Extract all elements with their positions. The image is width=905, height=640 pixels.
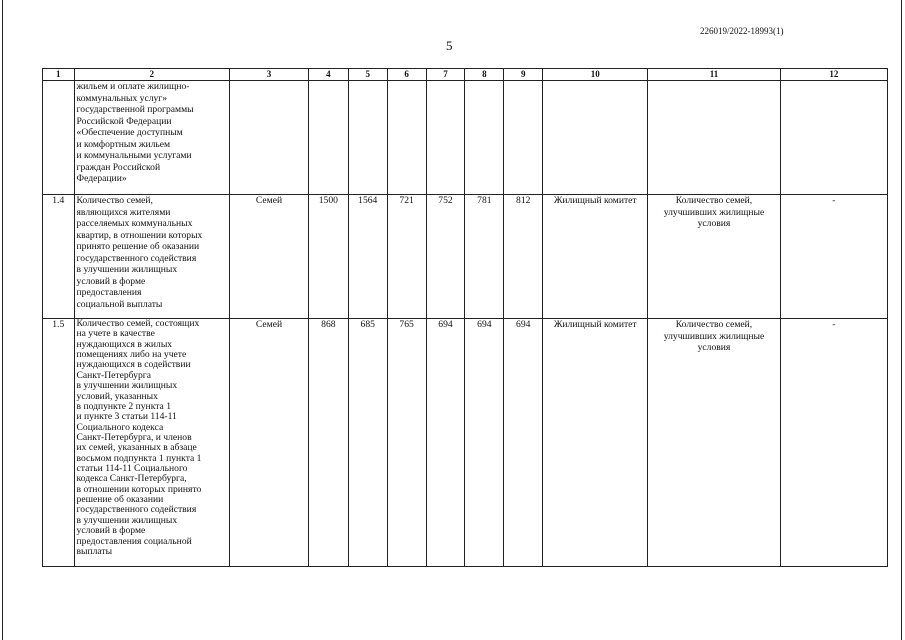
- page-number: 5: [446, 38, 453, 53]
- column-header: 4: [308, 69, 348, 81]
- value-cell: 694: [465, 319, 504, 567]
- value-cell: [308, 81, 348, 195]
- responsible-cell: Жилищный комитет: [543, 319, 648, 567]
- row-number: [43, 81, 75, 195]
- value-cell: 765: [387, 319, 426, 567]
- unit-cell: [230, 81, 309, 195]
- value-cell: [504, 81, 543, 195]
- value-cell: 1564: [348, 195, 387, 319]
- column-header: 8: [465, 69, 504, 81]
- row-number: 1.5: [43, 319, 75, 567]
- table-row: [43, 319, 888, 567]
- indicators-table: [42, 68, 888, 567]
- column-header: 9: [504, 69, 543, 81]
- note-cell: -: [780, 195, 887, 319]
- table-row: [43, 81, 888, 195]
- value-cell: 685: [348, 319, 387, 567]
- document-number: 226019/2022-18993(1): [700, 26, 784, 36]
- value-cell: 781: [465, 195, 504, 319]
- column-header: 3: [230, 69, 309, 81]
- page-frame-right: [901, 0, 902, 640]
- value-cell: 1500: [308, 195, 348, 319]
- responsible-cell: Жилищный комитет: [543, 195, 648, 319]
- column-header: 2: [74, 69, 230, 81]
- value-cell: [348, 81, 387, 195]
- result-cell: Количество семей, улучшивших жилищные условия: [648, 319, 780, 567]
- unit-cell: Семей: [230, 195, 309, 319]
- indicator-name: Количество семей, являющихся жителями расселяемых коммунальных квартир, в отношении которых принято решение об оказании государственного содействия в улучшении жилищных условий в форме предоставления социальной выплаты: [74, 195, 230, 319]
- value-cell: [465, 81, 504, 195]
- value-cell: [387, 81, 426, 195]
- value-cell: 694: [426, 319, 465, 567]
- note-cell: -: [780, 319, 887, 567]
- value-cell: 694: [504, 319, 543, 567]
- page-frame-left: [2, 0, 3, 640]
- indicator-name: Количество семей, состоящих на учете в качестве нуждающихся в жилых помещениях либо на учете нуждающихся в содействии Санкт-Петербурга в улучшении жилищных условий, указанных в подпункте 2 пункта 1 и пункте 3 статьи 114-11 Социального кодекса Санкт-Петербурга, и членов их семей, указанных в абзаце восьмом подпункта 1 пункта 1 статьи 114-11 Социального кодекса Санкт-Петербурга, в отношении которых принято решение об оказании государственного содействия в улучшении жилищных условий в форме предоставления социальной выплаты: [74, 319, 230, 567]
- note-cell: [780, 81, 887, 195]
- table-row: [43, 195, 888, 319]
- column-header: 6: [387, 69, 426, 81]
- value-cell: 868: [308, 319, 348, 567]
- column-header: 5: [348, 69, 387, 81]
- value-cell: [426, 81, 465, 195]
- row-number: 1.4: [43, 195, 75, 319]
- indicator-name: жильем и оплате жилищно- коммунальных услуг» государственной программы Российской Федерации «Обеспечение доступным и комфортным жильем и коммунальными услугами граждан Российской Федерации»: [74, 81, 230, 195]
- value-cell: 721: [387, 195, 426, 319]
- column-header: 11: [648, 69, 780, 81]
- value-cell: 812: [504, 195, 543, 319]
- value-cell: 752: [426, 195, 465, 319]
- column-header: 10: [543, 69, 648, 81]
- responsible-cell: [543, 81, 648, 195]
- result-cell: Количество семей, улучшивших жилищные условия: [648, 195, 780, 319]
- unit-cell: Семей: [230, 319, 309, 567]
- column-header: 7: [426, 69, 465, 81]
- column-header: 1: [43, 69, 75, 81]
- table-header-row: [43, 69, 888, 81]
- result-cell: [648, 81, 780, 195]
- column-header: 12: [780, 69, 887, 81]
